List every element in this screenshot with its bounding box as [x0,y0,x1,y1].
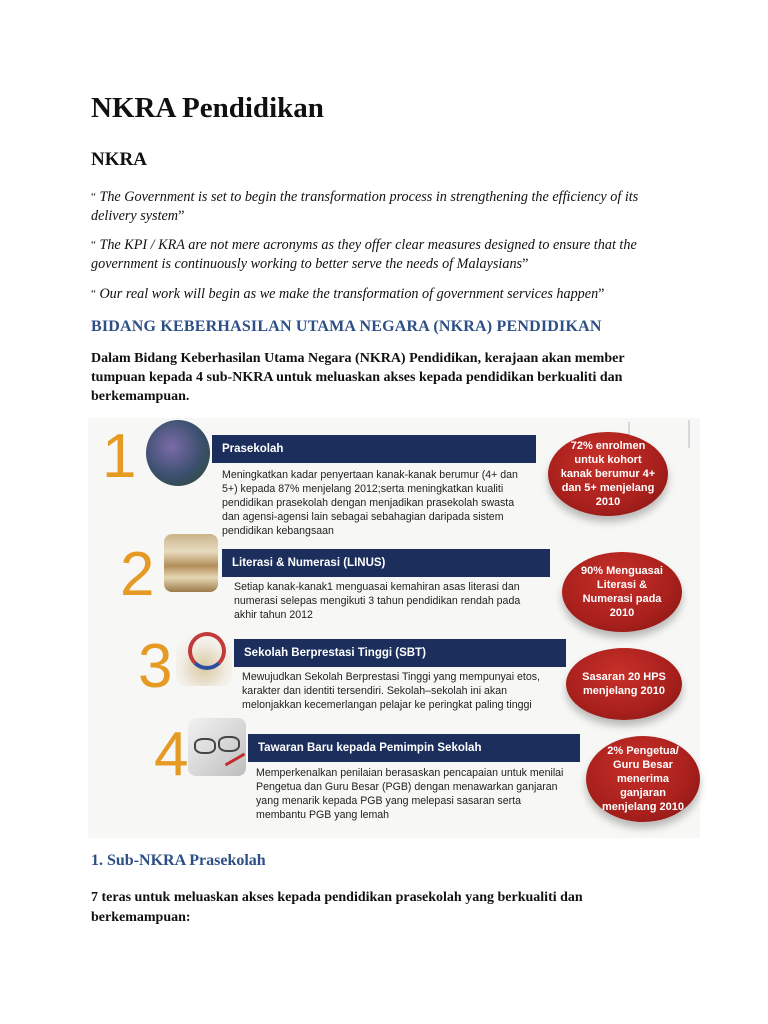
medal-photo [176,624,232,686]
page-subtitle: NKRA [91,149,147,170]
item-4-number: 4 [154,720,189,789]
item-3-target-badge: Sasaran 20 HPS menjelang 2010 [566,648,682,720]
item-1-number: 1 [102,422,137,491]
preschool-photo [146,420,210,486]
item-2-target-badge: 90% Menguasai Literasi & Numerasi pada 2010 [562,552,682,632]
bottom-paragraph: 7 teras untuk meluaskan akses kepada pendidikan prasekolah yang berkualiti dan berkemampuan: [91,890,583,925]
quote-1-text: The Government is set to begin the transformation process in strengthening the efficiency of its delivery system [91,189,639,224]
quote-1: “ The Government is set to begin the transformation process in strengthening the efficiency of its delivery system” [91,189,639,224]
section-heading: BIDANG KEBERHASILAN UTAMA NEGARA (NKRA) PENDIDIKAN [91,318,602,335]
item-2-description: Setiap kanak-kanak1 menguasai kemahiran asas literasi dan numerasi selepas mengikuti 3 tahun pendidikan rendah pada akhir tahun 2012 [234,581,521,621]
item-4-target-badge: 2% Pengetua/ Guru Besar menerima ganjaran menjelang 2010 [586,736,700,822]
item-4-title: Tawaran Baru kepada Pemimpin Sekolah [248,734,580,762]
nkra-infographic [88,418,700,838]
quote-3: “ Our real work will begin as we make the transformation of government services happen” [91,286,605,302]
quote-2-text: The KPI / KRA are not mere acronyms as they offer clear measures designed to ensure that the government is continuously working to better serve the needs of Malaysians [91,237,637,272]
glasses-photo [188,718,246,776]
item-1-title: Prasekolah [212,435,536,463]
item-4-description: Memperkenalkan penilaian berasaskan pencapaian untuk menilai Pengetua dan Guru Besar (PGB) dengan menawarkan ganjaran yang menarik kepada PGB yang melepasi sasaran serta membantu PGB yang lemah [256,767,564,821]
intro-paragraph: Dalam Bidang Keberhasilan Utama Negara (NKRA) Pendidikan, kerajaan akan member tumpuan kepada 4 sub-NKRA untuk meluaskan akses kepada pendidikan berkualiti dan berkemampuan. [91,351,625,404]
page-title: NKRA Pendidikan [91,92,324,124]
item-3-title: Sekolah Berprestasi Tinggi (SBT) [234,639,566,667]
item-2-number: 2 [120,540,155,609]
item-1-target-badge: 72% enrolmen untuk kohort kanak berumur 4+ dan 5+ menjelang 2010 [548,432,668,516]
quote-2: “ The KPI / KRA are not mere acronyms as they offer clear measures designed to ensure that the government is continuously working to better serve the needs of Malaysians” [91,237,637,272]
item-2-title: Literasi & Numerasi (LINUS) [222,549,550,577]
item-1-description: Meningkatkan kadar penyertaan kanak-kanak berumur (4+ dan 5+) kepada 87% menjelang 2012;serta meningkatkan kualiti pendidikan prasekolah dengan menjadikan prasekolah swasta dan agensi-agensi lain sebagai sebahagian daripada sistem pendidikan kebangsaan [222,469,518,537]
quote-3-text: Our real work will begin as we make the transformation of government services happen [99,286,599,302]
item-3-description: Mewujudkan Sekolah Berprestasi Tinggi yang mempunyai etos, karakter dan identiti tersendiri. Sekolah–sekolah ini akan melonjakkan kecemerlangan pelajar ke peringkat paling tinggi [242,671,540,711]
item-3-number: 3 [138,632,173,701]
subsection-heading: 1. Sub-NKRA Prasekolah [91,852,266,869]
books-photo [164,534,218,592]
